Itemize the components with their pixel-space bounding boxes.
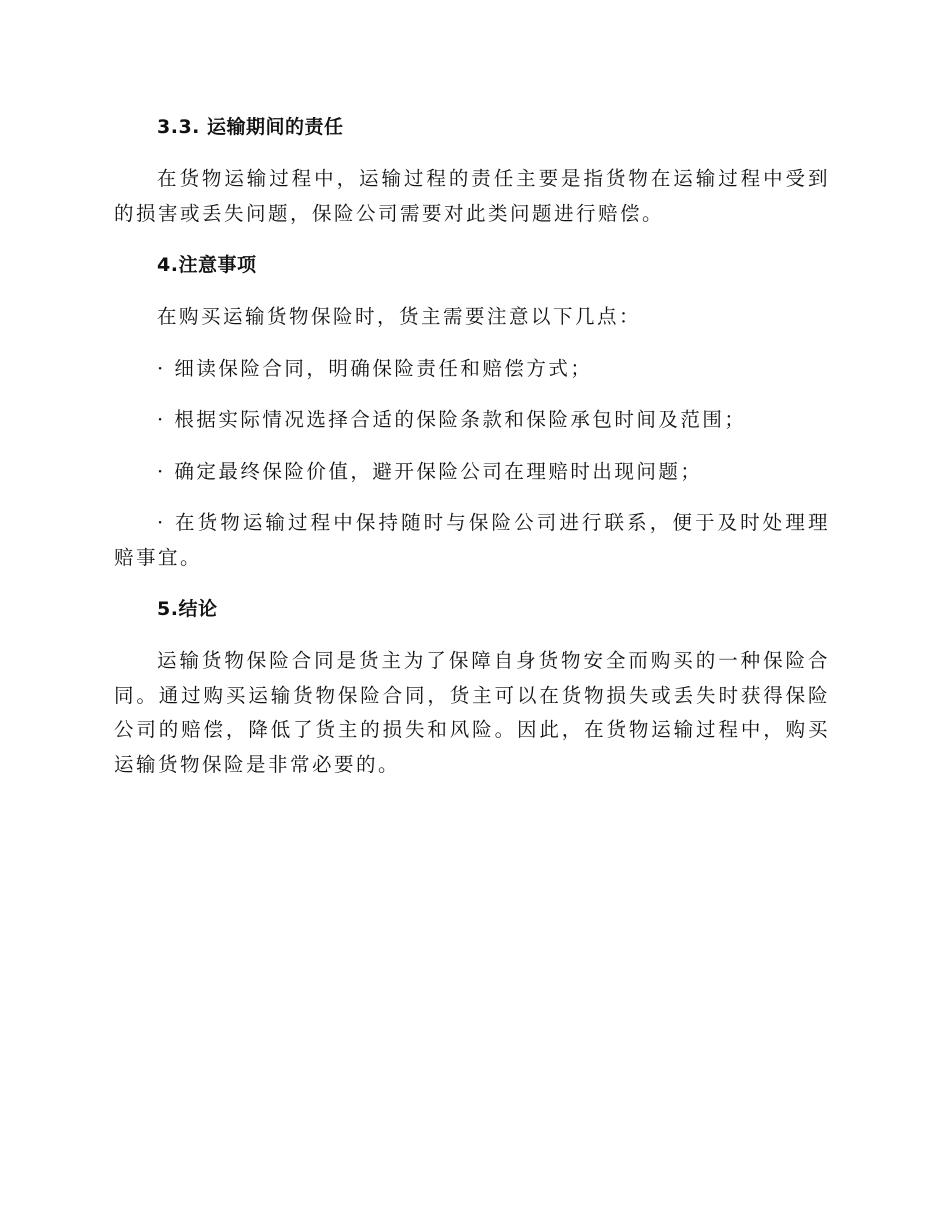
bullet-item-choose-terms: · 根据实际情况选择合适的保险条款和保险承包时间及范围； — [157, 408, 747, 431]
bullet-item-read-contract: · 细读保险合同，明确保险责任和赔偿方式； — [157, 356, 593, 380]
bullet-item-insured-value: · 确定最终保险价值，避开保险公司在理赔时出现问题； — [157, 459, 703, 483]
paragraph-notes-intro: 在购买运输货物保险时，货主需要注意以下几点： — [157, 305, 642, 328]
paragraph-conclusion: 运输货物保险合同是货主为了保障自身货物安全而购买的一种保险合同。通过购买运输货物保险合同，货主可以在货物损失或丢失时获得保险公司的赔偿，降低了货主的损失和风险。因此，在货物运输过程中，购买运输货物保险是非常必要的。 — [114, 649, 830, 776]
document-body — [114, 110, 830, 782]
section-heading-3-3: 3.3. 运输期间的责任 — [157, 116, 344, 138]
section-heading-4: 4.注意事项 — [157, 254, 257, 276]
bullet-item-keep-contact: · 在货物运输过程中保持随时与保险公司进行联系，便于及时处理理赔事宜。 — [114, 511, 830, 569]
section-heading-5: 5.结论 — [157, 598, 218, 620]
paragraph-liability: 在货物运输过程中，运输过程的责任主要是指货物在运输过程中受到的损害或丢失问题，保险公司需要对此类问题进行赔偿。 — [114, 167, 830, 225]
